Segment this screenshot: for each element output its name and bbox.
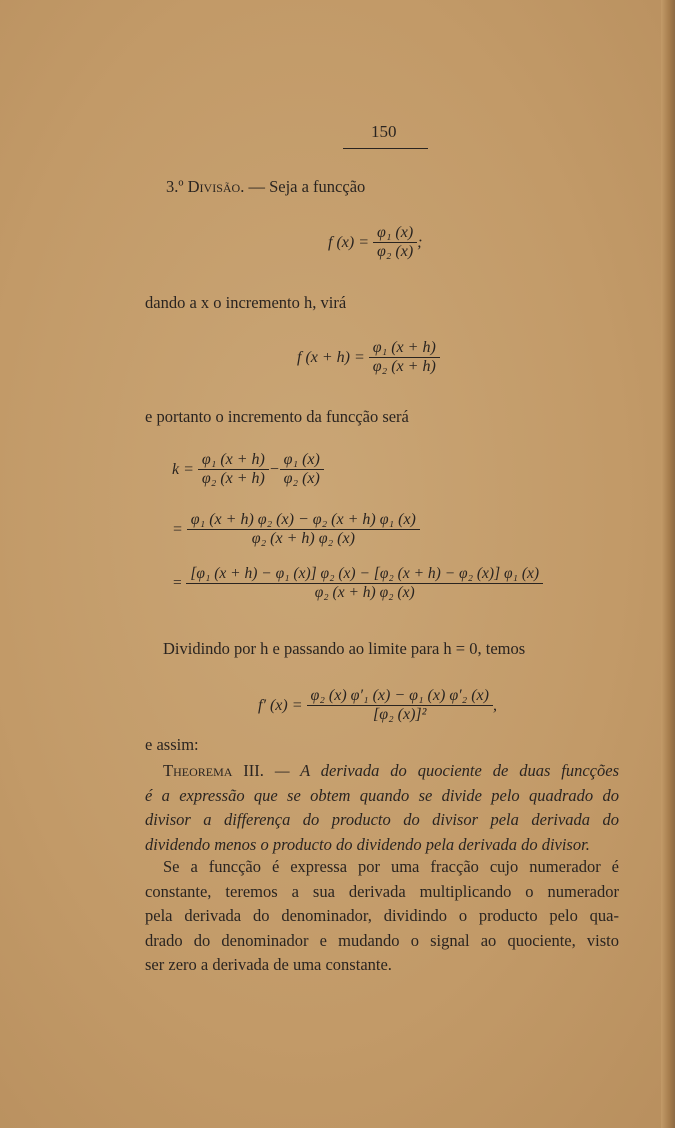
eq2-fraction <box>369 339 440 377</box>
theorem-line-4: dividendo menos o producto do dividendo pela derivada do divisor. <box>145 834 590 854</box>
eq2-lhs: f (x + h) = <box>297 348 365 366</box>
equation-3 <box>172 451 324 489</box>
eq4-lhs: = <box>172 520 183 538</box>
equation-6 <box>258 687 497 725</box>
equation-1 <box>328 224 423 262</box>
eq4-numerator: φ₁ (x + h) φ₂ (x) − φ₂ (x + h) φ₁ (x) <box>187 511 420 530</box>
paragraph-line-3: pela derivada do denominador, dividindo o producto pelo qua- <box>145 906 619 925</box>
paragraph-line-5: ser zero a derivada de uma constante. <box>145 955 392 974</box>
eq2-numerator: φ₁ (x + h) <box>369 339 440 358</box>
header-rule <box>343 148 428 149</box>
eq6-numerator: φ₂ (x) φ′₁ (x) − φ₁ (x) φ′₂ (x) <box>307 687 493 706</box>
text-line-4: e assim: <box>145 735 199 754</box>
theorem-block <box>145 759 619 857</box>
eq1-numerator: φ₁ (x) <box>373 224 417 243</box>
eq5-lhs: = <box>172 574 183 592</box>
theorem-line-2: é a expressão que se obtem quando se divide pelo quadrado do <box>145 785 619 805</box>
eq3-term1-numerator: φ₁ (x + h) <box>198 451 269 470</box>
paragraph-line-1: Se a funcção é expressa por uma fracção cujo numerador é <box>163 857 619 876</box>
text-line-1: dando a x o incremento h, virá <box>145 293 347 312</box>
page-number: 150 <box>371 122 397 141</box>
theorem-text: — A derivada do quociente de duas funcções <box>263 761 619 780</box>
equation-5 <box>172 565 543 602</box>
eq3-term1 <box>198 451 269 489</box>
eq3-term1-denominator: φ₂ (x + h) <box>201 470 265 488</box>
section-heading <box>166 175 365 199</box>
eq6-tail: , <box>492 696 497 714</box>
paragraph-line-2: constante, teremos a sua derivada multiplicando o numerador <box>145 881 619 901</box>
page-edge <box>661 0 675 1128</box>
eq1-tail: ; <box>417 233 423 251</box>
eq6-denominator: [φ₂ (x)]² <box>373 706 427 724</box>
eq5-fraction <box>186 565 543 602</box>
eq5-numerator: [φ₁ (x + h) − φ₁ (x)] φ₂ (x) − [φ₂ (x + h) − φ₂ (x)] φ₁ (x) <box>186 565 543 584</box>
eq2-denominator: φ₂ (x + h) <box>372 358 436 376</box>
eq1-denominator: φ₂ (x) <box>377 243 414 261</box>
theorem-line-3: divisor a differença do producto do divisor pela derivada do <box>145 810 619 829</box>
eq5-denominator: φ₂ (x + h) φ₂ (x) <box>314 583 415 601</box>
eq3-term2-numerator: φ₁ (x) <box>280 451 324 470</box>
eq4-fraction <box>187 511 420 549</box>
equation-2 <box>297 339 440 377</box>
theorem-label: Theorema III. <box>163 761 264 780</box>
section-label: 3.º Divisão. <box>166 177 245 196</box>
eq6-lhs: f′ (x) = <box>258 696 303 714</box>
eq3-minus: − <box>268 460 280 478</box>
theorem-line-1 <box>145 759 619 784</box>
paragraph-line-4: drado do denominador e mudando o signal ao quociente, visto <box>145 930 619 950</box>
eq3-term2-denominator: φ₂ (x) <box>283 470 320 488</box>
text-line-2: e portanto o incremento da funcção será <box>145 407 409 426</box>
eq3-lhs: k = <box>172 460 194 478</box>
eq6-fraction <box>307 687 493 725</box>
eq1-fraction <box>373 224 417 262</box>
text-line-3: Dividindo por h e passando ao limite para h = 0, temos <box>163 639 526 658</box>
eq3-term2 <box>280 451 324 489</box>
eq4-denominator: φ₂ (x + h) φ₂ (x) <box>251 530 355 548</box>
equation-4 <box>172 511 420 549</box>
paragraph-block <box>145 855 619 978</box>
section-intro: — Seja a funcção <box>248 177 366 196</box>
eq1-lhs: f (x) = <box>328 233 369 251</box>
